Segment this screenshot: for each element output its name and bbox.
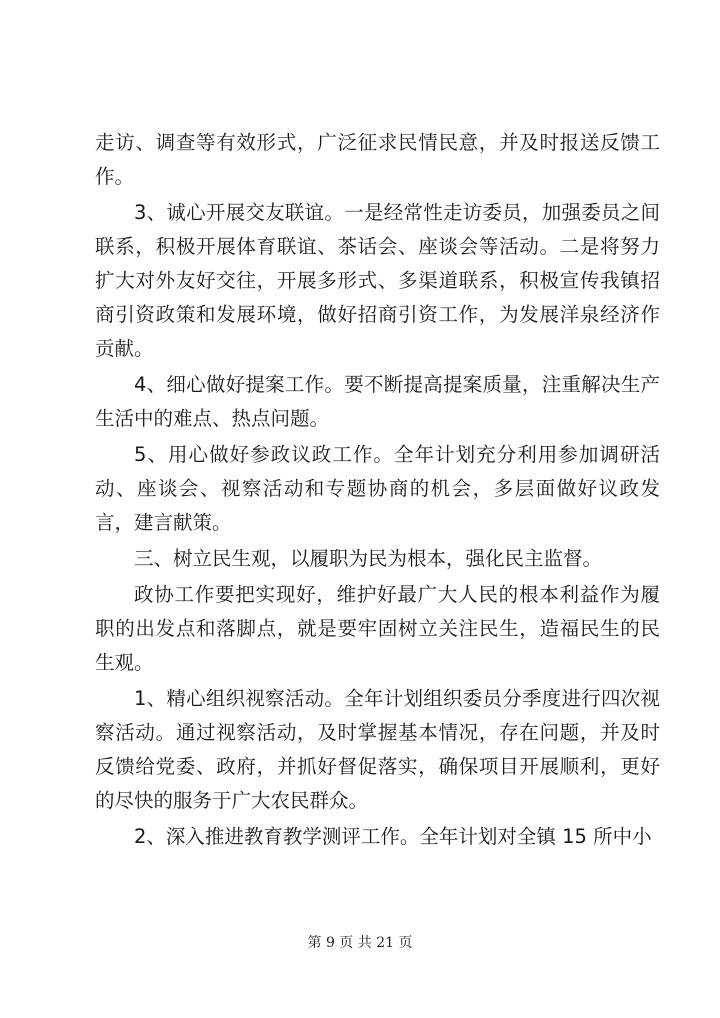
paragraph-item-5: 5、用心做好参政议政工作。全年计划充分利用参加调研活动、座谈会、视察活动和专题协商的机会，多层面做好议政发言，建言献策。 xyxy=(95,443,660,534)
paragraph-continuation: 走访、调查等有效形式，广泛征求民情民意，并及时报送反馈工作。 xyxy=(95,131,660,188)
paragraph-intro: 政协工作要把实现好，维护好最广大人民的根本利益作为履职的出发点和落脚点，就是要牢固树立关注民生，造福民生的民生观。 xyxy=(95,583,660,674)
paragraph-item-4: 4、细心做好提案工作。要不断提高提案质量，注重解决生产生活中的难点、热点问题。 xyxy=(95,373,660,430)
section-heading-3: 三、树立民生观，以履职为民为根本，强化民主监督。 xyxy=(134,547,603,570)
document-body xyxy=(95,126,660,856)
paragraph-item-1: 1、精心组织视察活动。全年计划组织委员分季度进行四次视察活动。通过视察活动，及时掌握基本情况，存在问题，并及时反馈给党委、政府，并抓好督促落实，确保项目开展顺利，更好的尽快的服务于广大农民群众。 xyxy=(95,687,660,812)
paragraph-item-2: 2、深入推进教育教学测评工作。全年计划对全镇 15 所中小 xyxy=(134,825,652,848)
page-footer: 第 9 页 共 21 页 xyxy=(307,935,413,951)
paragraph-item-3: 3、诚心开展交友联谊。一是经常性走访委员，加强委员之间联系，积极开展体育联谊、茶话会、座谈会等活动。二是将努力扩大对外友好交往，开展多形式、多渠道联系，积极宣传我镇招商引资政策和发展环境，做好招商引资工作，为发展洋泉经济作贡献。 xyxy=(95,201,660,360)
